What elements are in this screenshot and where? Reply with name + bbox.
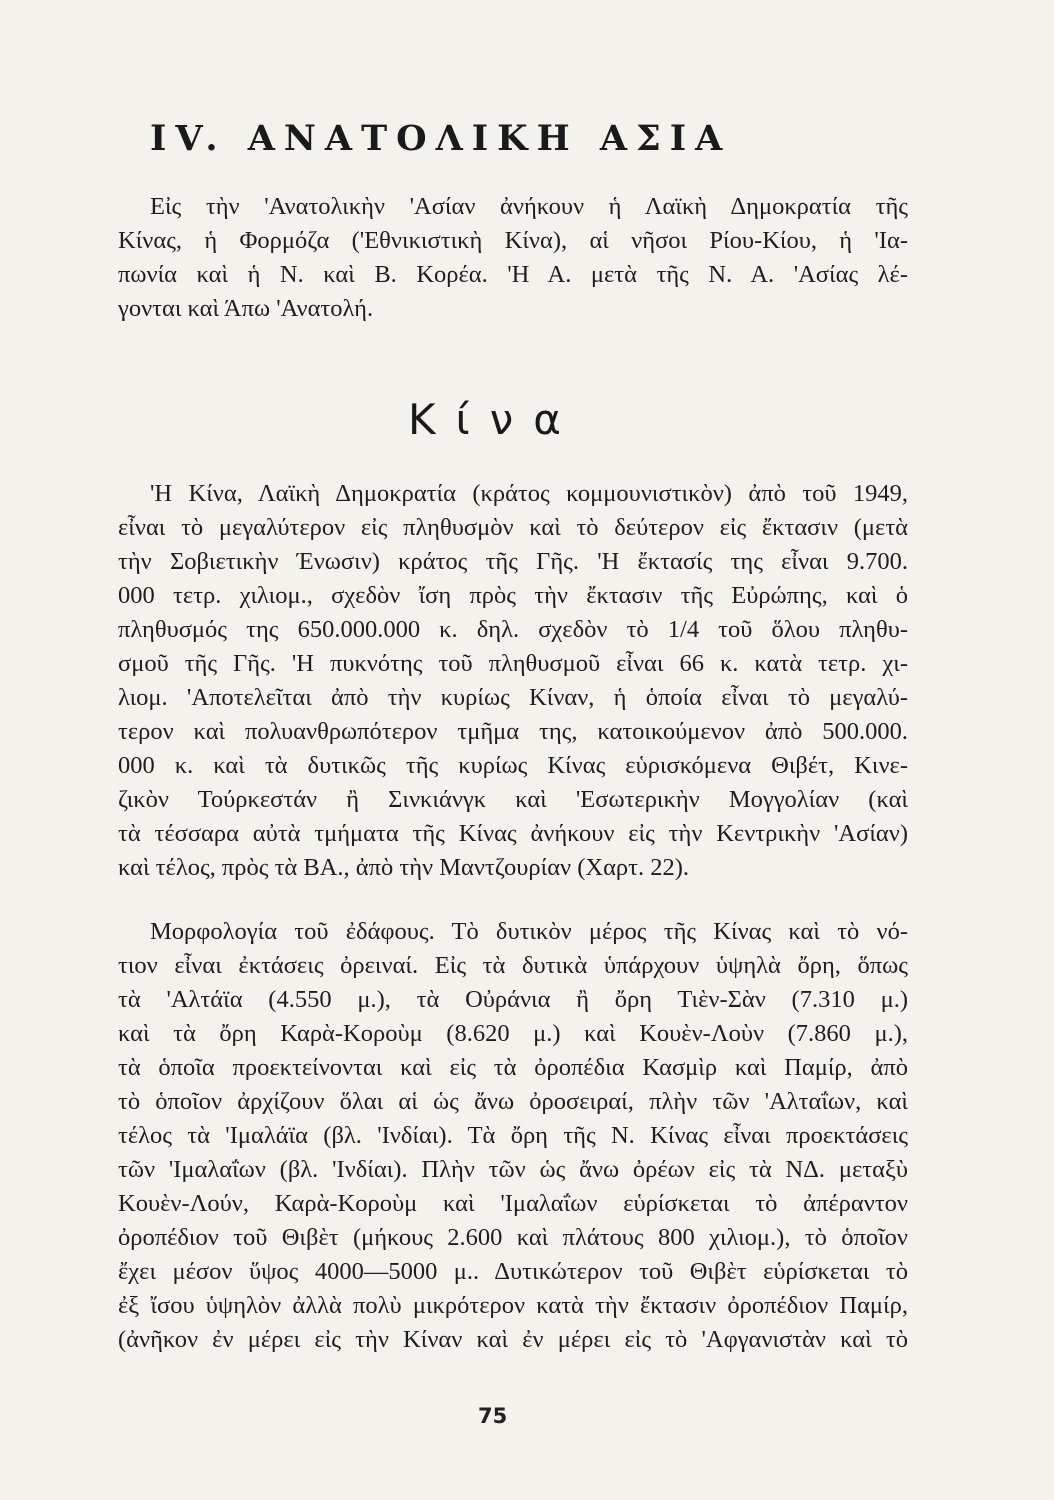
intro-line: πωνία καὶ ἡ Ν. καὶ Β. Κορέα. 'Η Α. μετὰ τῆς Ν. Α. 'Ασίας λέ-: [118, 261, 908, 288]
morphology-line: Μορφολογία τοῦ ἐδάφους. Τὸ δυτικὸν μέρος τῆς Κίνας καὶ τὸ νό-: [150, 918, 908, 945]
morphology-line: καὶ τὰ ὄρη Καρὰ-Κοροὺμ (8.620 μ.) καὶ Κουὲν-Λοὺν (7.860 μ.),: [118, 1020, 908, 1047]
morphology-line: ὀροπέδιον τοῦ Θιβὲτ (μήκους 2.600 καὶ πλάτους 800 χιλιομ.), τὸ ὁποῖον: [118, 1224, 908, 1251]
morphology-line: τιον εἶναι ἐκτάσεις ὀρειναί. Εἰς τὰ δυτικὰ ὑπάρχουν ὑψηλὰ ὄρη, ὅπως: [118, 952, 908, 979]
china-line: 000 κ. καὶ τὰ δυτικῶς τῆς κυρίως Κίνας εὑρισκόμενα Θιβέτ, Κινε-: [118, 752, 908, 779]
morphology-line: τὰ ὁποῖα προεκτείνονται καὶ εἰς τὰ ὀροπέδια Κασμὶρ καὶ Παμίρ, ἀπὸ: [118, 1054, 908, 1081]
china-line: πληθυσμός της 650.000.000 κ. δηλ. σχεδὸν τὸ 1/4 τοῦ ὅλου πληθυ-: [118, 616, 908, 643]
china-line: τερον καὶ πολυανθρωπότερον τμῆμα της, κατοικούμενον ἀπὸ 500.000.: [118, 718, 908, 745]
morphology-line: Κουὲν-Λούν, Καρὰ-Κοροὺμ καὶ 'Ιμαλαΐων εὑρίσκεται τὸ ἀπέραντον: [118, 1190, 908, 1217]
morphology-line: τῶν 'Ιμαλαΐων (βλ. 'Ινδίαι). Πλὴν τῶν ὡς ἄνω ὀρέων εἰς τὰ ΝΔ. μεταξὺ: [118, 1156, 908, 1183]
page-number: 75: [478, 1404, 508, 1428]
intro-line: Εἰς τὴν 'Ανατολικὴν 'Ασίαν ἀνήκουν ἡ Λαϊκὴ Δημοκρατία τῆς: [150, 193, 908, 220]
china-line: τὰ τέσσαρα αὐτὰ τμήματα τῆς Κίνας ἀνήκουν εἰς τὴν Κεντρικὴν 'Ασίαν): [118, 820, 908, 847]
china-line: 'Η Κίνα, Λαϊκὴ Δημοκρατία (κράτος κομμουνιστικὸν) ἀπὸ τοῦ 1949,: [150, 480, 908, 507]
morphology-line: τὰ 'Αλτάϊα (4.550 μ.), τὰ Οὐράνια ἢ ὄρη Τιὲν-Σὰν (7.310 μ.): [118, 986, 908, 1013]
china-line: λιομ. 'Αποτελεῖται ἀπὸ τὴν κυρίως Κίναν, ἡ ὁποία εἶναι τὸ μεγαλύ-: [118, 684, 908, 711]
morphology-line: τὸ ὁποῖον ἀρχίζουν ὅλαι αἱ ὡς ἄνω ὀροσειραί, πλὴν τῶν 'Αλταΐων, καὶ: [118, 1088, 908, 1115]
china-line: καὶ τέλος, πρὸς τὰ ΒΑ., ἀπὸ τὴν Μαντζουρίαν (Χαρτ. 22).: [118, 854, 690, 881]
morphology-line: ἔχει μέσον ὕψος 4000—5000 μ.. Δυτικώτερον τοῦ Θιβὲτ εὑρίσκεται τὸ: [118, 1258, 908, 1285]
china-line: σμοῦ τῆς Γῆς. 'Η πυκνότης τοῦ πληθυσμοῦ εἶναι 66 κ. κατὰ τετρ. χι-: [118, 650, 908, 677]
morphology-line: (ἀνῆκον ἐν μέρει εἰς τὴν Κίναν καὶ ἐν μέρει εἰς τὸ 'Αφγανιστὰν καὶ τὸ: [118, 1326, 908, 1353]
intro-line: γονται καὶ Άπω 'Ανατολή.: [118, 295, 374, 322]
china-line: τὴν Σοβιετικὴν Ένωσιν) κράτος τῆς Γῆς. 'Η ἔκτασίς της εἶναι 9.700.: [118, 548, 908, 575]
chapter-heading: IV. ΑΝΑΤΟΛΙΚΗ ΑΣΙΑ: [150, 118, 732, 159]
morphology-line: ἐξ ἴσου ὑψηλὸν ἀλλὰ πολὺ μικρότερον κατὰ τὴν ἔκτασιν ὀροπέδιον Παμίρ,: [118, 1292, 908, 1319]
intro-line: Κίνας, ἡ Φορμόζα ('Εθνικιστικὴ Κίνα), αἱ νῆσοι Ρίου-Κίου, ἡ 'Ια-: [118, 227, 908, 254]
morphology-line: τέλος τὰ 'Ιμαλάϊα (βλ. 'Ινδίαι). Τὰ ὄρη τῆς Ν. Κίνας εἶναι προεκτάσεις: [118, 1122, 908, 1149]
china-line: εἶναι τὸ μεγαλύτερον εἰς πληθυσμὸν καὶ τὸ δεύτερον εἰς ἔκτασιν (μετὰ: [118, 514, 908, 541]
section-title: Κίνα: [408, 395, 581, 444]
china-line: 000 τετρ. χιλιομ., σχεδὸν ἴση πρὸς τὴν ἔκτασιν τῆς Εὐρώπης, καὶ ὁ: [118, 582, 908, 609]
china-line: ζικὸν Τούρκεστάν ἢ Σινκιάνγκ καὶ 'Εσωτερικὴν Μογγολίαν (καὶ: [118, 786, 908, 813]
